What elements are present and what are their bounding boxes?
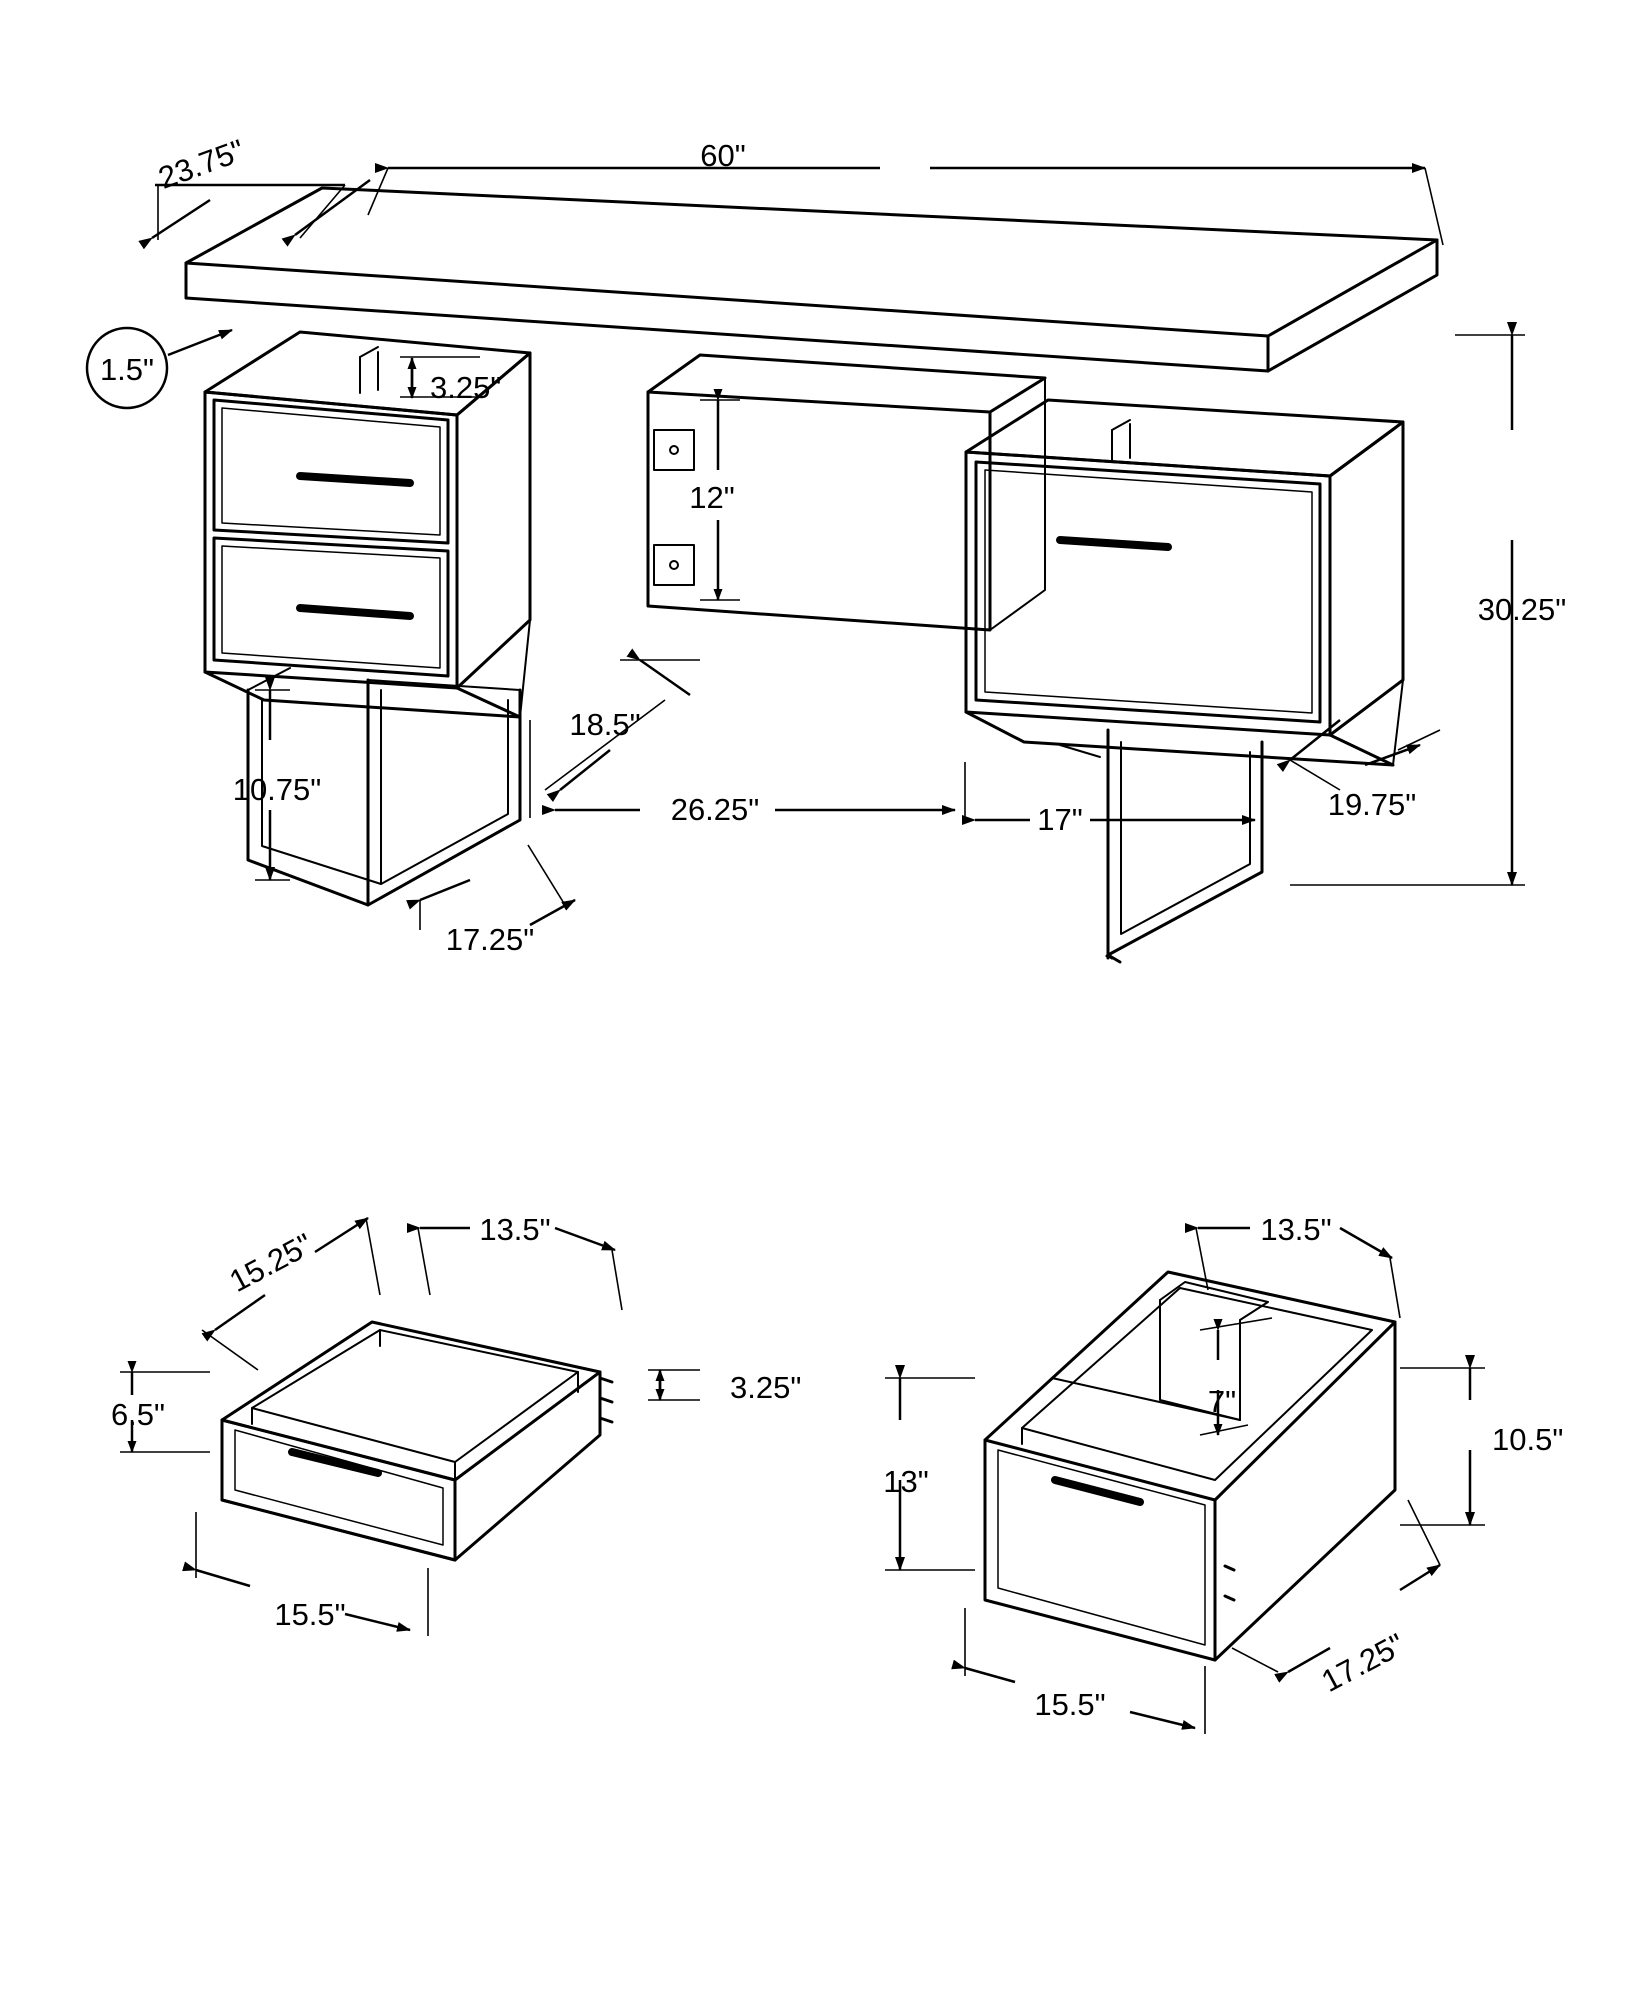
dim-small-side-depth: 15.25" bbox=[223, 1226, 319, 1299]
dim-modesty-width: 26.25" bbox=[670, 792, 760, 827]
dim-small-front-height: 6.5" bbox=[110, 1397, 166, 1432]
large-drawer-view bbox=[985, 1272, 1395, 1660]
dim-leg-depth: 17.25" bbox=[445, 922, 535, 957]
dim-large-side-depth: 17.25" bbox=[1315, 1626, 1411, 1699]
dim-right-cabinet-depth: 19.75" bbox=[1327, 787, 1417, 822]
dim-large-front-height: 13" bbox=[883, 1464, 929, 1499]
small-drawer-view bbox=[222, 1322, 612, 1560]
right-leg bbox=[1107, 730, 1262, 962]
dim-modesty-height: 12" bbox=[689, 480, 735, 515]
dim-right-leg-gap: 17" bbox=[1037, 802, 1083, 837]
dim-leg-height: 10.75" bbox=[232, 772, 322, 807]
dim-small-inner-depth: 3.25" bbox=[730, 1370, 802, 1405]
desk-main-view bbox=[186, 187, 1437, 962]
dim-top-gap: 3.25" bbox=[430, 370, 502, 405]
dim-large-front-width: 15.5" bbox=[1034, 1687, 1106, 1722]
dim-top-thickness: 1.5" bbox=[99, 352, 155, 387]
dim-left-cabinet-depth: 18.5" bbox=[569, 707, 641, 742]
desk-top bbox=[186, 187, 1437, 371]
dim-small-front-width: 15.5" bbox=[274, 1597, 346, 1632]
dim-large-inner-width: 13.5" bbox=[1260, 1212, 1332, 1247]
dim-large-inner-height: 7" bbox=[1207, 1384, 1237, 1419]
right-cabinet bbox=[966, 400, 1403, 765]
dim-small-inner-width: 13.5" bbox=[479, 1212, 551, 1247]
dim-large-side-height: 10.5" bbox=[1492, 1422, 1564, 1457]
dim-depth-top: 23.75" bbox=[153, 132, 250, 196]
dim-width-top: 60" bbox=[700, 138, 746, 173]
dim-overall-height: 30.25" bbox=[1477, 592, 1567, 627]
